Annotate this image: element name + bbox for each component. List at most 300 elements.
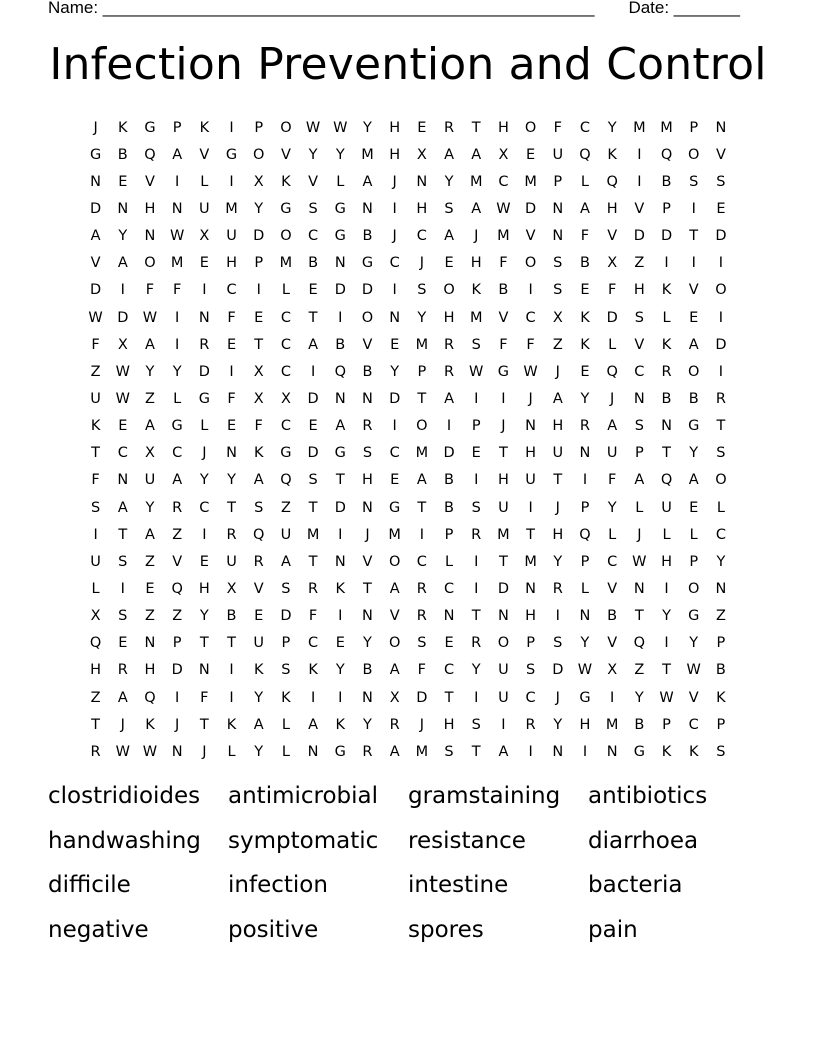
grid-letter: N <box>362 200 373 217</box>
grid-letter: V <box>607 635 618 652</box>
grid-letter: X <box>416 146 427 163</box>
grid-letter: I <box>474 390 479 407</box>
grid-letter: D <box>90 200 102 217</box>
grid-letter: I <box>338 309 343 326</box>
grid-letter: X <box>552 309 563 326</box>
grid-letter: J <box>474 228 479 245</box>
grid-letter: L <box>91 580 100 597</box>
grid-letter: T <box>199 716 209 733</box>
grid-letter: Z <box>634 662 645 679</box>
grid-letter: E <box>444 635 454 652</box>
grid-letter: A <box>607 418 618 435</box>
grid-letter: I <box>474 689 479 706</box>
grid-letter: X <box>498 146 509 163</box>
grid-letter: G <box>334 228 346 245</box>
grid-letter: Y <box>363 119 372 136</box>
grid-letter: C <box>226 282 237 299</box>
grid-letter: T <box>363 580 372 597</box>
grid-letter: W <box>523 363 538 380</box>
grid-letter: O <box>443 282 455 299</box>
grid-letter: I <box>501 716 506 733</box>
grid-letter: R <box>253 553 264 570</box>
grid-letter: T <box>91 445 101 462</box>
grid-letter: H <box>90 662 102 679</box>
grid-letter: M <box>225 200 238 217</box>
grid-letter: A <box>416 472 427 489</box>
grid-letter: R <box>416 580 427 597</box>
grid-letter: E <box>417 119 427 136</box>
grid-letter: N <box>552 743 564 760</box>
grid-letter: C <box>199 499 210 516</box>
grid-letter: M <box>279 255 293 272</box>
grid-letter: H <box>198 580 210 597</box>
grid-letter: P <box>281 635 291 652</box>
grid-letter: Y <box>662 608 671 625</box>
grid-letter: M <box>497 526 510 543</box>
grid-letter: E <box>118 635 128 652</box>
grid-letter: T <box>553 472 563 489</box>
grid-letter: H <box>226 255 237 272</box>
grid-letter: U <box>552 445 564 462</box>
grid-letter: F <box>227 309 236 326</box>
grid-letter: N <box>117 472 129 489</box>
grid-letter: Z <box>145 390 155 407</box>
grid-letter: P <box>662 200 671 217</box>
grid-letter: O <box>416 418 428 435</box>
grid-letter: I <box>120 580 125 597</box>
grid-letter: A <box>471 146 482 163</box>
grid-letter: N <box>525 418 537 435</box>
word-search-grid <box>82 114 734 765</box>
grid-letter: A <box>389 743 400 760</box>
grid-letter: U <box>144 472 156 489</box>
grid-letter: D <box>389 390 401 407</box>
grid-letter: S <box>308 472 318 489</box>
grid-letter: U <box>226 553 237 570</box>
grid-letter: H <box>389 146 401 163</box>
grid-letter: N <box>334 255 346 272</box>
grid-letter: Q <box>660 146 673 163</box>
grid-letter: E <box>689 499 699 516</box>
grid-letter: C <box>579 119 591 136</box>
grid-letter: Z <box>145 608 155 625</box>
word-bank-item: antimicrobial <box>228 783 379 809</box>
grid-letter: G <box>361 255 374 272</box>
grid-letter: L <box>608 336 617 353</box>
word-bank-item: clostridioides <box>48 783 201 809</box>
grid-letter: P <box>689 553 699 570</box>
grid-letter: S <box>281 580 291 597</box>
grid-letter: E <box>199 255 209 272</box>
grid-letter: M <box>170 255 184 272</box>
grid-letter: A <box>117 499 128 516</box>
grid-letter: I <box>202 526 207 543</box>
grid-letter: E <box>716 200 726 217</box>
grid-letter: T <box>471 608 481 625</box>
grid-letter: S <box>471 716 481 733</box>
grid-letter: Z <box>280 499 291 516</box>
grid-letter: H <box>497 119 509 136</box>
grid-letter: I <box>664 635 669 652</box>
grid-letter: R <box>362 418 373 435</box>
grid-letter: P <box>689 119 699 136</box>
grid-letter: I <box>637 146 642 163</box>
grid-letter: W <box>88 309 103 326</box>
grid-letter: Y <box>145 499 155 516</box>
grid-letter: H <box>606 200 618 217</box>
grid-letter: L <box>281 716 290 733</box>
grid-letter: I <box>93 526 98 543</box>
grid-letter: T <box>227 499 236 516</box>
grid-letter: N <box>661 418 672 435</box>
grid-letter: T <box>308 309 318 326</box>
grid-letter: K <box>281 173 291 190</box>
word-bank-item: bacteria <box>588 872 683 898</box>
grid-letter: W <box>632 553 647 570</box>
grid-letter: T <box>689 228 699 245</box>
grid-letter: I <box>175 309 180 326</box>
grid-letter: J <box>392 228 397 245</box>
grid-letter: H <box>525 608 537 625</box>
grid-letter: Q <box>334 363 346 380</box>
grid-letter: T <box>662 662 671 679</box>
grid-letter: Y <box>689 635 699 652</box>
grid-letter: K <box>118 119 128 136</box>
grid-letter: X <box>253 363 264 380</box>
grid-letter: E <box>308 282 318 299</box>
grid-letter: M <box>361 146 374 163</box>
grid-letter: G <box>579 689 591 706</box>
grid-letter: H <box>470 255 482 272</box>
grid-letter: I <box>175 173 180 190</box>
grid-letter: P <box>254 255 264 272</box>
grid-letter: E <box>444 255 454 272</box>
grid-letter: X <box>145 445 155 462</box>
grid-letter: C <box>389 445 400 462</box>
grid-letter: L <box>662 526 671 543</box>
grid-letter: X <box>90 608 101 625</box>
grid-letter: V <box>145 173 155 190</box>
grid-letter: J <box>202 445 207 462</box>
grid-letter: G <box>633 743 645 760</box>
grid-letter: Y <box>199 608 209 625</box>
grid-letter: A <box>634 472 645 489</box>
grid-letter: U <box>90 390 101 407</box>
grid-letter: Y <box>553 716 563 733</box>
grid-letter: W <box>686 662 701 679</box>
grid-letter: U <box>253 635 265 652</box>
grid-letter: N <box>715 119 727 136</box>
grid-letter: S <box>716 173 726 190</box>
grid-letter: N <box>362 689 373 706</box>
grid-letter: A <box>688 336 699 353</box>
grid-letter: N <box>226 445 237 462</box>
grid-letter: Y <box>335 662 345 679</box>
grid-letter: N <box>362 608 373 625</box>
grid-letter: J <box>501 418 506 435</box>
grid-letter: S <box>118 608 128 625</box>
grid-letter: B <box>362 662 373 679</box>
grid-letter: V <box>525 228 536 245</box>
grid-letter: L <box>227 743 236 760</box>
grid-letter: K <box>308 662 318 679</box>
grid-letter: T <box>716 418 726 435</box>
grid-letter: J <box>528 390 533 407</box>
grid-letter: D <box>198 363 210 380</box>
grid-letter: Y <box>634 689 644 706</box>
grid-letter: I <box>446 418 452 435</box>
grid-letter: W <box>169 228 185 245</box>
grid-letter: P <box>716 635 726 652</box>
grid-letter: I <box>229 363 234 380</box>
grid-letter: M <box>605 716 619 733</box>
grid-letter: O <box>688 363 700 380</box>
grid-letter: D <box>361 282 374 299</box>
grid-letter: F <box>200 689 209 706</box>
grid-letter: R <box>443 336 455 353</box>
grid-letter: N <box>552 200 564 217</box>
grid-letter: O <box>497 635 510 652</box>
grid-letter: J <box>392 173 397 190</box>
grid-letter: A <box>362 173 373 190</box>
grid-letter: C <box>443 580 455 597</box>
grid-letter: Z <box>715 608 726 625</box>
grid-letter: A <box>253 472 264 489</box>
grid-letter: D <box>525 200 537 217</box>
grid-letter: I <box>718 363 724 380</box>
grid-letter: S <box>634 418 644 435</box>
grid-letter: A <box>308 336 319 353</box>
grid-letter: P <box>553 173 563 190</box>
grid-letter: U <box>498 689 509 706</box>
grid-letter: B <box>688 390 699 407</box>
grid-letter: H <box>525 445 537 462</box>
grid-letter: K <box>580 309 590 326</box>
grid-letter: Y <box>335 146 345 163</box>
grid-letter: I <box>691 255 696 272</box>
grid-letter: S <box>281 662 291 679</box>
grid-letter: Y <box>607 499 617 516</box>
grid-letter: N <box>144 228 156 245</box>
grid-letter: S <box>525 662 536 679</box>
grid-letter: I <box>474 472 479 489</box>
grid-letter: N <box>443 608 455 625</box>
grid-letter: O <box>688 580 700 597</box>
grid-letter: Y <box>417 309 427 326</box>
grid-letter: D <box>253 228 265 245</box>
grid-letter: S <box>90 499 101 516</box>
grid-letter: N <box>497 608 509 625</box>
grid-letter: K <box>253 662 264 679</box>
grid-letter: N <box>633 390 645 407</box>
grid-letter: Q <box>171 580 183 597</box>
grid-letter: B <box>498 282 509 299</box>
grid-letter: X <box>389 689 400 706</box>
grid-letter: E <box>390 336 400 353</box>
grid-letter: Z <box>90 363 101 380</box>
grid-letter: I <box>310 689 316 706</box>
grid-letter: F <box>499 336 508 353</box>
word-bank <box>48 778 768 956</box>
grid-letter: H <box>144 662 156 679</box>
grid-letter: A <box>90 228 101 245</box>
grid-letter: C <box>498 173 509 190</box>
grid-letter: P <box>716 716 726 733</box>
grid-letter: M <box>660 119 673 136</box>
grid-letter: Q <box>144 689 156 706</box>
grid-letter: Y <box>145 363 155 380</box>
grid-letter: O <box>524 119 537 136</box>
grid-letter: Q <box>660 472 673 489</box>
grid-letter: Y <box>254 743 264 760</box>
grid-letter: W <box>115 363 130 380</box>
grid-letter: B <box>715 662 726 679</box>
grid-letter: H <box>144 200 156 217</box>
grid-letter: J <box>555 499 560 516</box>
grid-letter: D <box>660 228 673 245</box>
word-bank-item: handwashing <box>48 827 201 854</box>
grid-letter: G <box>334 743 346 760</box>
grid-letter: N <box>307 743 319 760</box>
grid-letter: G <box>144 119 156 136</box>
grid-letter: I <box>474 553 479 570</box>
grid-letter: J <box>120 716 125 733</box>
grid-letter: F <box>172 282 182 299</box>
grid-letter: S <box>553 635 563 652</box>
grid-letter: S <box>417 282 427 299</box>
grid-letter: J <box>175 716 180 733</box>
grid-letter: G <box>198 390 210 407</box>
grid-letter: Y <box>716 553 726 570</box>
grid-letter: V <box>498 309 509 326</box>
grid-letter: T <box>526 526 536 543</box>
grid-letter: R <box>362 743 373 760</box>
grid-letter: A <box>117 689 128 706</box>
grid-letter: C <box>308 635 319 652</box>
grid-letter: I <box>338 689 343 706</box>
word-bank-item: positive <box>228 916 319 943</box>
grid-letter: R <box>117 662 128 679</box>
grid-letter: G <box>497 363 510 380</box>
grid-letter: I <box>718 309 724 326</box>
grid-letter: S <box>417 635 427 652</box>
grid-letter: J <box>93 119 98 136</box>
grid-letter: L <box>173 390 182 407</box>
grid-letter: X <box>280 390 291 407</box>
grid-letter: L <box>635 499 644 516</box>
grid-letter: T <box>199 635 209 652</box>
grid-letter: Z <box>552 336 563 353</box>
grid-letter: Y <box>607 119 617 136</box>
grid-letter: H <box>443 716 455 733</box>
grid-letter: C <box>117 445 128 462</box>
grid-letter: A <box>145 526 155 543</box>
grid-letter: A <box>444 146 454 163</box>
word-bank-item: symptomatic <box>228 827 379 854</box>
grid-letter: X <box>253 173 264 190</box>
grid-letter: I <box>338 608 343 625</box>
grid-letter: I <box>202 282 207 299</box>
grid-letter: G <box>89 146 102 163</box>
grid-letter: M <box>524 553 537 570</box>
grid-letter: E <box>226 418 237 435</box>
grid-letter: K <box>580 336 590 353</box>
grid-letter: R <box>90 743 101 760</box>
grid-letter: U <box>226 228 237 245</box>
grid-letter: Y <box>199 472 209 489</box>
grid-letter: M <box>633 119 646 136</box>
grid-letter: I <box>229 173 234 190</box>
grid-letter: R <box>443 363 455 380</box>
grid-letter: J <box>419 255 424 272</box>
grid-letter: V <box>362 553 373 570</box>
grid-letter: K <box>226 716 237 733</box>
grid-letter: H <box>633 282 645 299</box>
grid-letter: E <box>471 445 481 462</box>
grid-letter: O <box>361 309 374 326</box>
grid-letter: W <box>305 119 321 136</box>
grid-letter: C <box>634 363 645 380</box>
grid-letter: Y <box>471 662 481 679</box>
grid-letter: Q <box>144 146 156 163</box>
grid-letter: O <box>280 119 292 136</box>
grid-letter: I <box>392 418 397 435</box>
grid-letter: D <box>552 662 564 679</box>
grid-letter: T <box>227 635 236 652</box>
grid-letter: V <box>362 336 373 353</box>
grid-letter: N <box>552 228 564 245</box>
grid-letter: A <box>280 553 291 570</box>
grid-letter: Z <box>172 526 183 543</box>
grid-letter: I <box>691 200 696 217</box>
grid-letter: Q <box>253 526 265 543</box>
grid-letter: M <box>306 526 320 543</box>
grid-letter: R <box>443 119 455 136</box>
grid-letter: A <box>389 662 400 679</box>
grid-letter: T <box>417 499 427 516</box>
word-bank-item: negative <box>48 916 149 943</box>
grid-letter: O <box>715 472 727 489</box>
grid-letter: F <box>580 228 590 245</box>
grid-letter: H <box>497 472 509 489</box>
grid-letter: P <box>254 119 264 136</box>
grid-letter: T <box>254 336 264 353</box>
grid-letter: R <box>226 526 237 543</box>
grid-letter: I <box>229 662 234 679</box>
grid-letter: E <box>689 309 699 326</box>
grid-letter: J <box>419 716 424 733</box>
grid-letter: Y <box>254 200 264 217</box>
grid-letter: N <box>606 743 618 760</box>
grid-letter: I <box>474 580 479 597</box>
grid-letter: J <box>555 363 560 380</box>
grid-letter: L <box>281 282 290 299</box>
grid-letter: O <box>715 282 727 299</box>
grid-letter: Y <box>254 689 264 706</box>
grid-letter: O <box>280 228 292 245</box>
grid-letter: F <box>607 282 617 299</box>
grid-letter: E <box>308 418 318 435</box>
grid-letter: C <box>525 309 536 326</box>
grid-letter: D <box>117 309 129 326</box>
grid-letter: Y <box>118 228 128 245</box>
grid-letter: B <box>634 716 645 733</box>
grid-letter: H <box>579 716 591 733</box>
grid-letter: N <box>525 580 537 597</box>
grid-letter: O <box>524 255 537 272</box>
grid-letter: I <box>528 282 533 299</box>
grid-letter: W <box>659 689 674 706</box>
